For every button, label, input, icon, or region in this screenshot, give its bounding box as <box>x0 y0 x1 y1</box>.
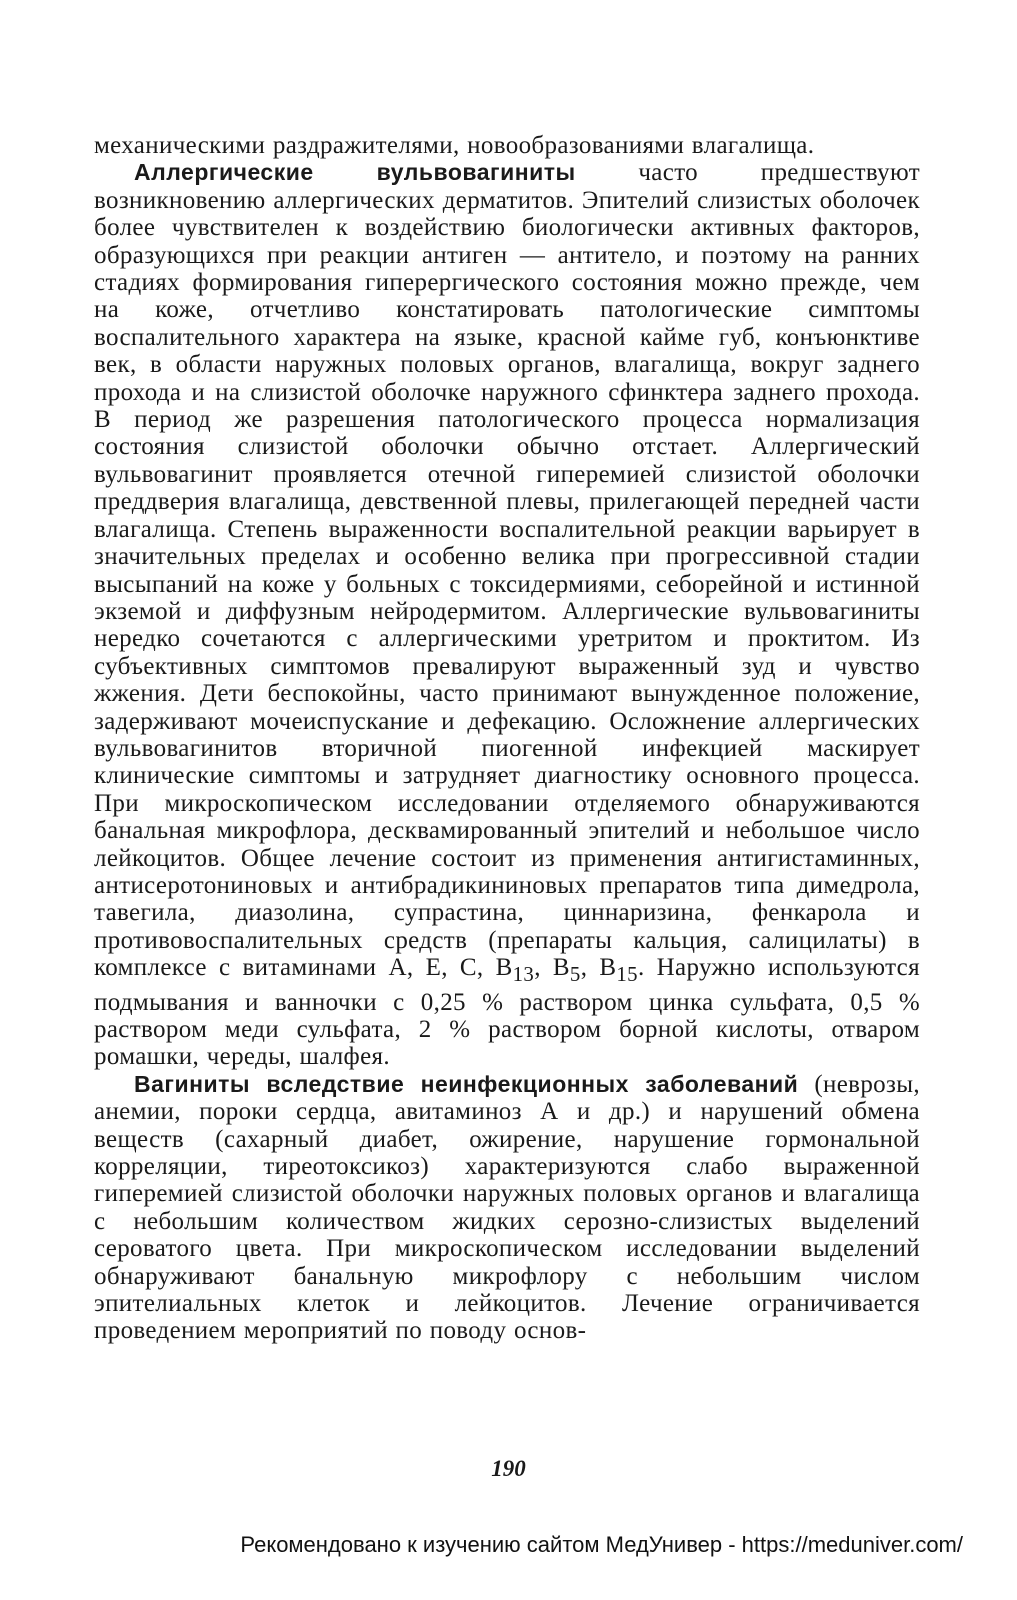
page-number: 190 <box>491 1456 526 1481</box>
paragraph-lead-term: Аллергические вульвовагиниты <box>134 159 576 186</box>
paragraph-lead-term: Вагиниты вследствие неинфекционных заболеваний <box>134 1070 799 1097</box>
paragraph-text: (неврозы, анемии, пороки сердца, авитаминоз А и др.) и нарушений обмена веществ (сахарный диабет, ожирение, нарушение гормональной корреляции, тиреотоксикоз) характеризуются слабо выраженной гиперемией слизистой оболочки наружных половых органов и влагалища с небольшим количеством жидких серозно-слизистых выделений сероватого цвета. При микроскопическом исследовании выделений обнаруживают банальную микрофлору с небольшим числом эпителиальных клеток и лейкоцитов. Лечение ограничивается проведением мероприятий по поводу основ- <box>94 1070 921 1345</box>
paragraph-allergic-vulvovaginitis <box>94 159 920 1070</box>
paragraph-text: , В <box>580 954 617 982</box>
paragraph-continuation: механическими раздражителями, новообразованиями влагалища. <box>94 132 815 159</box>
subscript: 5 <box>569 962 581 987</box>
paragraph-text: , В <box>534 954 570 982</box>
subscript: 15 <box>616 962 638 987</box>
subscript: 13 <box>512 962 535 987</box>
paragraph-text: . Наружно используются подмывания и ванночки с 0,25 % раствором цинка сульфата, 0,5 % раствором меди сульфата, 2 % раствором борной кислоты, отваром ромашки, череды, шалфея. <box>94 954 920 1071</box>
body-text <box>94 132 920 1345</box>
paragraph-noninfectious-vaginitis <box>94 1071 920 1345</box>
footer-note: Рекомендовано к изучению сайтом МедУнивер - https://meduniver.com/ <box>240 1532 963 1557</box>
paragraph-text: часто предшествуют возникновению аллергических дерматитов. Эпителий слизистых оболочек более чувствителен к воздействию биологически активных факторов, образующихся при реакции антиген — антитело, и поэтому на ранних стадиях формирования гиперергического состояния можно прежде, чем на коже, отчетливо констатировать патологические симптомы воспалительного характера на языке, красной кайме губ, конъюнктиве век, в области наружных половых органов, влагалища, вокруг заднего прохода и на слизистой оболочке наружного сфинктера заднего прохода. В период же разрешения патологического процесса нормализация состояния слизистой оболочки обычно отстает. Аллергический вульвовагинит проявляется отечной гиперемией слизистой оболочки преддверия влагалища, девственной плевы, прилегающей передней части влагалища. Степень выраженности воспалительной реакции варьирует в значительных пределах и особенно велика при прогрессивной стадии высыпаний на коже у больных с токсидермиями, себорейной и истинной экземой и диффузным нейродермитом. Аллергические вульвовагиниты нередко сочетаются с аллергическими уретритом и проктитом. Из субъективных симптомов превалируют выраженный зуд и чувство жжения. Дети беспокойны, часто принимают вынужденное положение, задерживают мочеиспускание и дефекацию. Осложнение аллергических вульвовагинитов вторичной пиогенной инфекцией маскирует клинические симптомы и затрудняет диагностику основного процесса. При микроскопическом исследовании отделяемого обнаруживаются банальная микрофлора, десквамированный эпителий и небольшое число лейкоцитов. Общее лечение состоит из применения антигистаминных, антисеротониновых и антибрадикининовых препаратов типа димедрола, тавегила, диазолина, супрастина, циннаризина, фенкарола и противовоспалительных средств (препараты кальция, салицилаты) в комплексе с витаминами А, Е, С, В <box>94 159 920 982</box>
